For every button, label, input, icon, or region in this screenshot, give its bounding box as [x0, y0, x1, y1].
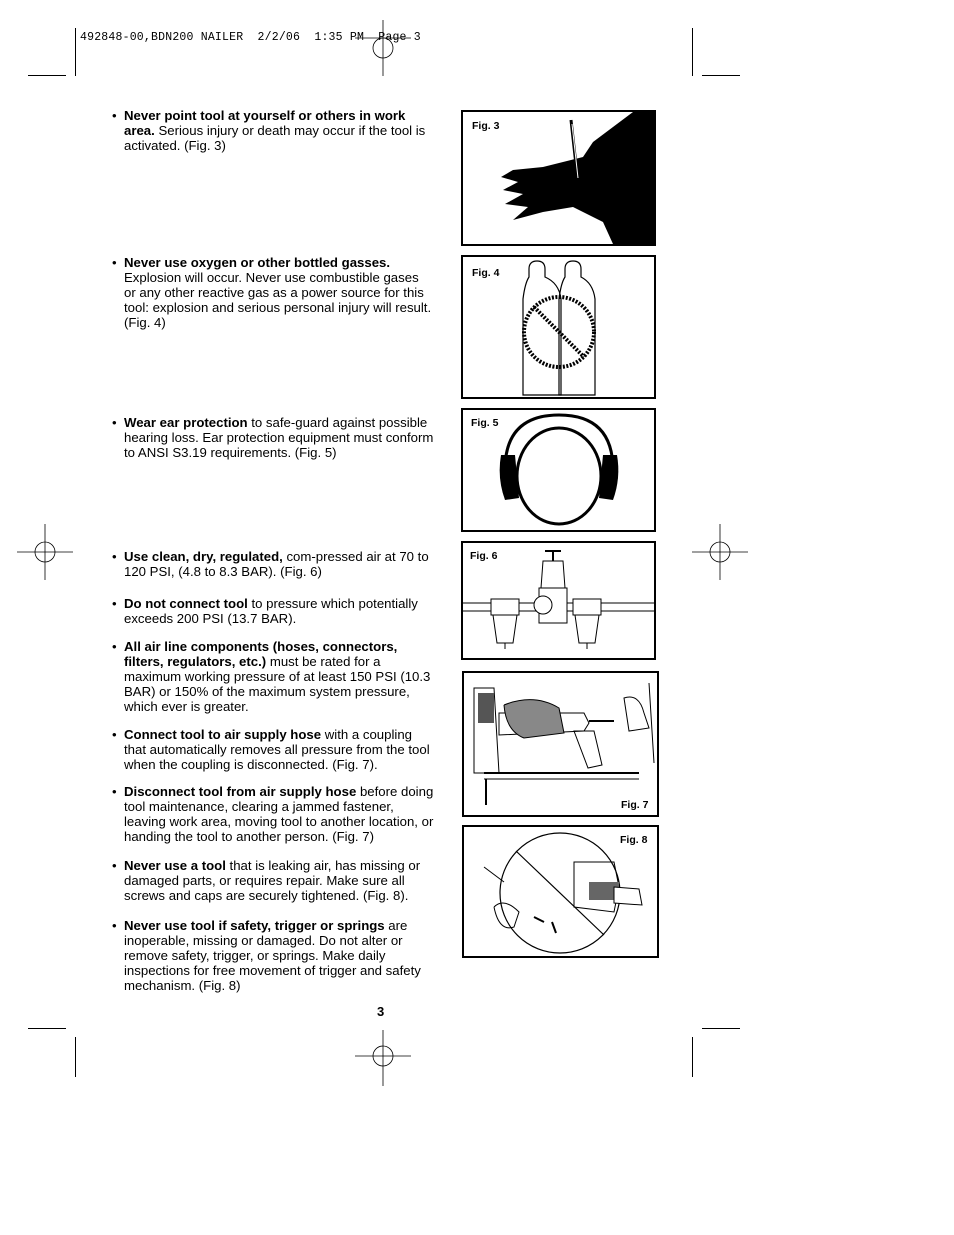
safety-item: • Never use a tool that is leaking air, has missing or damaged parts, or requires repair. Make sure all screws and caps are securely tightened. (Fig. 8).: [112, 858, 421, 903]
item-text: that is leaking air, has missing or damaged parts, or requires repair. Make sure all screws and caps are securely tightened. (Fig. 8).: [124, 858, 421, 903]
registration-mark-icon: [17, 524, 73, 580]
safety-item: • Do not connect tool to pressure which potentially exceeds 200 PSI (13.7 BAR).: [112, 596, 418, 626]
item-bold: Never use oxygen or other bottled gasses.: [124, 255, 391, 270]
figure-8: [462, 825, 659, 958]
safety-item: • Never use tool if safety, trigger or springs are inoperable, missing or damaged. Do not alter or remove safety, trigger, or springs. Make daily inspections for free movement of trigger and safety mechanism. (Fig. 8): [112, 918, 421, 993]
figure-5: [461, 408, 656, 532]
figure-label: Fig. 7: [621, 799, 649, 811]
registration-mark-icon: [355, 20, 411, 76]
crop-mark: [702, 75, 740, 76]
item-text: to pressure which potentially exceeds 200 PSI (13.7 BAR).: [124, 596, 418, 626]
item-text: must be rated for a maximum working pressure of at least 150 PSI (10.3 BAR) or 150% of the maximum system pressure, which ever is greater.: [124, 654, 431, 714]
figure-4: [461, 255, 656, 399]
registration-mark-icon: [692, 524, 748, 580]
crop-mark: [692, 1037, 693, 1077]
figure-label: Fig. 3: [472, 120, 500, 132]
damaged-tool-prohibited-icon: [464, 827, 657, 956]
item-text: before doing tool maintenance, clearing a jammed fastener, leaving work area, moving tool to another location, or handing the tool to another person. (Fig. 7): [124, 784, 434, 844]
item-text: Explosion will occur. Never use combustible gases or any other reactive gas as a power source for this tool: explosion and serious personal injury will result. (Fig. 4): [124, 270, 432, 330]
item-bold: Use clean, dry, regulated,: [124, 549, 283, 564]
nailer-disconnect-hose-icon: [464, 673, 657, 815]
item-bold: Disconnect tool from air supply hose: [124, 784, 357, 799]
item-bold: Never use tool if safety, trigger or springs: [124, 918, 385, 933]
item-text: are inoperable, missing or damaged. Do not alter or remove safety, trigger, or springs. Make daily inspections for free movement of trigger and safety mechanism. (Fig. 8): [124, 918, 421, 993]
print-slug: 492848-00,BDN200 NAILER 2/2/06 1:35 PM Page 3: [80, 31, 421, 44]
crop-mark: [702, 1028, 740, 1029]
safety-item: • All air line components (hoses, connectors, filters, regulators, etc.) must be rated for a maximum working pressure of at least 150 PSI (10.3 BAR) or 150% of the maximum system pressure, which ever is greater.: [112, 639, 431, 714]
item-bold: Connect tool to air supply hose: [124, 727, 322, 742]
crop-mark: [75, 1037, 76, 1077]
item-bold: Do not connect tool: [124, 596, 248, 611]
safety-item: • Connect tool to air supply hose with a coupling that automatically removes all pressure from the tool when the coupling is disconnected. (Fig. 7).: [112, 727, 430, 772]
item-text: com-pressed air at 70 to 120 PSI, (4.8 to 8.3 BAR). (Fig. 6): [124, 549, 429, 579]
figure-label: Fig. 8: [620, 834, 648, 846]
figure-3: [461, 110, 656, 246]
safety-item: • Never use oxygen or other bottled gasses. Explosion will occur. Never use combustible gases or any other reactive gas as a power source for this tool: explosion and serious personal injury will result. (Fig. 4): [112, 255, 432, 330]
figure-6: [461, 541, 656, 660]
page-number: 3: [377, 1004, 385, 1019]
safety-item: • Use clean, dry, regulated, com-pressed air at 70 to 120 PSI, (4.8 to 8.3 BAR). (Fig. 6): [112, 549, 429, 579]
item-bold: Never point tool at yourself or others in work area.: [124, 108, 406, 138]
crop-mark: [75, 28, 76, 76]
crop-mark: [692, 28, 693, 76]
crop-mark: [28, 75, 66, 76]
figure-7: [462, 671, 659, 817]
registration-mark-icon: [355, 1030, 411, 1086]
item-bold: Never use a tool: [124, 858, 226, 873]
item-bold: Wear ear protection: [124, 415, 248, 430]
figure-label: Fig. 5: [471, 417, 499, 429]
crop-mark: [28, 1028, 66, 1029]
figure-label: Fig. 4: [472, 267, 500, 279]
item-text: with a coupling that automatically removes all pressure from the tool when the coupling is disconnected. (Fig. 7).: [124, 727, 430, 772]
figure-label: Fig. 6: [470, 550, 498, 562]
item-bold: All air line components (hoses, connectors, filters, regulators, etc.): [124, 639, 398, 669]
safety-item: • Never point tool at yourself or others in work area. Serious injury or death may occur if the tool is activated. (Fig. 3): [112, 108, 426, 153]
item-text: Serious injury or death may occur if the tool is activated. (Fig. 3): [124, 123, 426, 153]
safety-item: • Wear ear protection to safe-guard against possible hearing loss. Ear protection equipment must conform to ANSI S3.19 requirements. (Fig. 5): [112, 415, 434, 460]
safety-item: • Disconnect tool from air supply hose before doing tool maintenance, clearing a jammed fastener, leaving work area, moving tool to another location, or handing the tool to another person. (Fig. 7): [112, 784, 434, 844]
item-text: to safe-guard against possible hearing loss. Ear protection equipment must conform to ANSI S3.19 requirements. (Fig. 5): [124, 415, 434, 460]
